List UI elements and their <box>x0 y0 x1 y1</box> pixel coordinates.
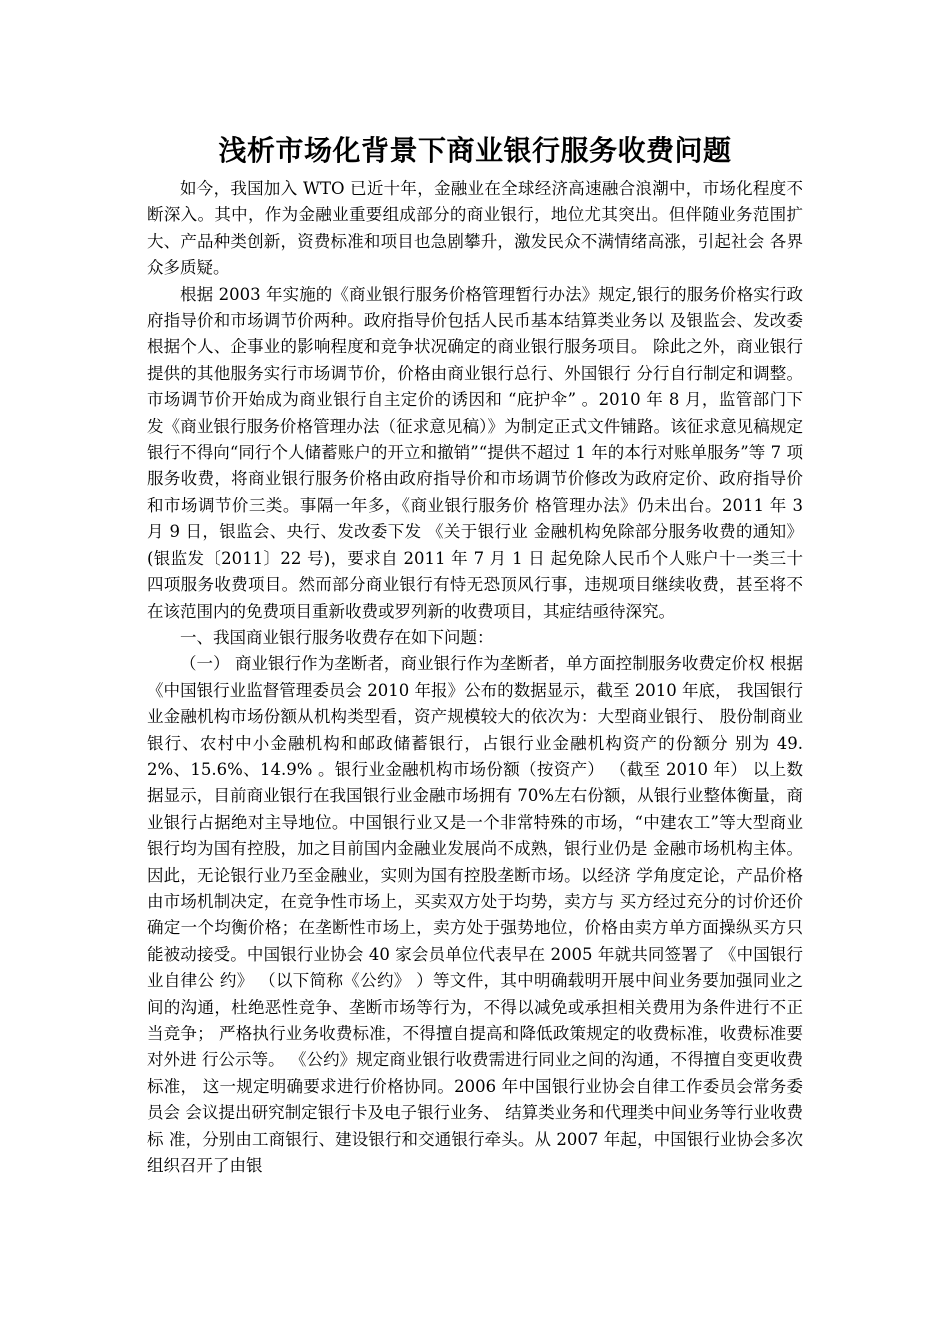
section-heading-problems: 一、我国商业银行服务收费存在如下问题： <box>180 627 494 647</box>
document-body <box>147 176 803 1179</box>
document-title: 浅析市场化背景下商业银行服务收费问题 <box>218 134 732 167</box>
paragraph-intro: 如今，我国加入 WTO 已近十年，金融业在全球经济高速融合浪潮中，市场化程度不断深入。其中，作为金融业重要组成部分的商业银行，地位尤其突出。但伴随业务范围扩大、产品种类创新，资费标准和项目也急剧攀升，激发民众不满情绪高涨，引起社会 各界众多质疑。 <box>147 179 803 278</box>
paragraph-monopoly: （一） 商业银行作为垄断者，商业银行作为垄断者，单方面控制服务收费定价权 根据《中国银行业监督管理委员会 2010 年报》公布的数据显示，截至 2010 年底， 我国银行业金融机构市场份额从机构类型看，资产规模较大的依次为：大型商业银行、 股份制商业银行、农村中小金融机构和邮政储蓄银行，占银行业金融机构资产的份额分 别为 49.2%、15.6%、14.9% 。银行业金融机构市场份额（按资产） （截至 2010 年） 以上数据显示，目前商业银行在我国银行业金融市场拥有 70%左右份额，从银行业整体衡量，商业银行占据绝对主导地位。中国银行业又是一个非常特殊的市场，“中建农工”等大型商业银行均为国有控股，加之目前国内金融业发展尚不成熟，银行业仍是 金融市场机构主体。因此，无论银行业乃至金融业，实则为国有控股垄断市场。以经济 学角度定论，产品价格由市场机制决定，在竞争性市场上，买卖双方处于均势，卖方与 买方经过充分的讨价还价确定一个均衡价格；在垄断性市场上，卖方处于强势地位，价格由卖方单方面操纵买方只能被动接受。中国银行业协会 40 家会员单位代表早在 2005 年就共同签署了 《中国银行业自律公 约》 （以下简称《公约》 ）等文件，其中明确载明开展中间业务要加强同业之间的沟通，杜绝恶性竞争、垄断市场等行为，不得以减免或承担相关费用为条件进行不正当竞争； 严格执行业务收费标准，不得擅自提高和降低政策规定的收费标准，收费标准要对外进 行公示等。 《公约》规定商业银行收费需进行同业之间的沟通，不得擅自变更收费标准， 这一规定明确要求进行价格协同。2006 年中国银行业协会自律工作委员会常务委员会 会议提出研究制定银行卡及电子银行业务、 结算类业务和代理类中间业务等行业收费标 准，分别由工商银行、建设银行和交通银行牵头。从 2007 年起，中国银行业协会多次 组织召开了由银 <box>147 654 803 1176</box>
paragraph-pricing-regulation: 根据 2003 年实施的《商业银行服务价格管理暂行办法》规定,银行的服务价格实行政府指导价和市场调节价两种。政府指导价包括人民币基本结算类业务以 及银监会、发改委根据个人、企事业的影响程度和竞争状况确定的商业银行服务项目。 除此之外，商业银行提供的其他服务实行市场调节价，价格由商业银行总行、外国银行 分行自行制定和调整。市场调节价开始成为商业银行自主定价的诱因和 “庇护伞” 。2010 年 8 月，监管部门下发《商业银行服务价格管理办法（征求意见稿）》为制定正式文件铺路。该征求意见稿规定银行不得向“同行个人储蓄账户的开立和撤销”“提供不超过 1 年的本行对账单服务”等 7 项服务收费，将商业银行服务价格由政府指导价和市场调节价修改为政府定价、政府指导价和市场调节价三类。事隔一年多，《商业银行服务价 格管理办法》仍未出台。2011 年 3 月 9 日，银监会、央行、发改委下发 《关于银行业 金融机构免除部分服务收费的通知》(银监发〔2011〕22 号)，要求自 2011 年 7 月 1 日 起免除人民币个人账户十一类三十四项服务收费项目。然而部分商业银行有恃无恐顶风行事，违规项目继续收费，甚至将不在该范围内的免费项目重新收费或罗列新的收费项目，其症结亟待深究。 <box>147 284 803 621</box>
